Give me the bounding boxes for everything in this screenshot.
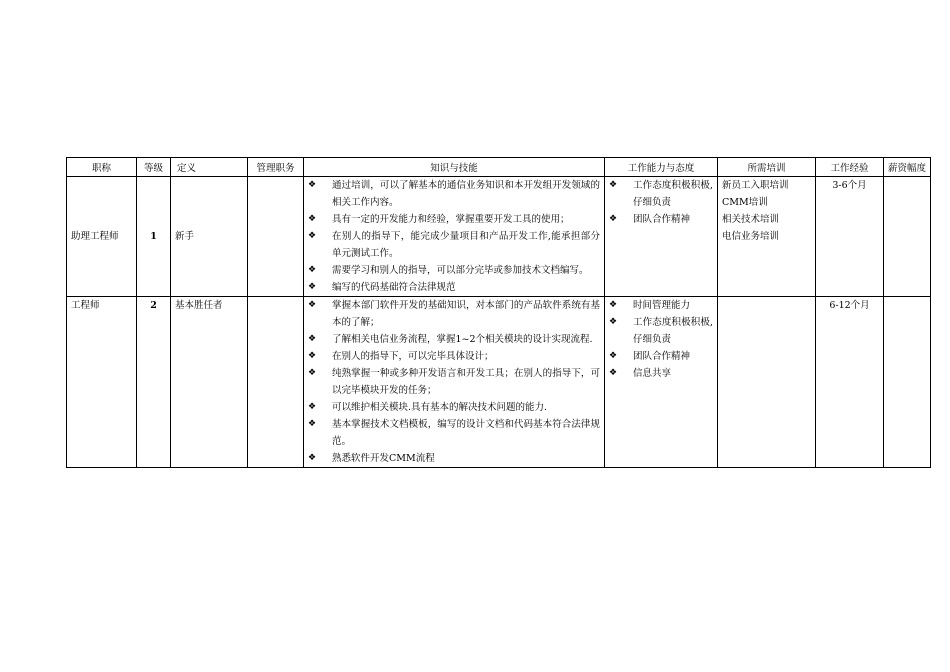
- training-item: 新员工入职培训: [722, 180, 789, 191]
- training-cell: [718, 297, 816, 468]
- col-header: 定义: [171, 158, 248, 177]
- list-item-text: 编写的代码基础符合法律规范: [332, 282, 456, 293]
- diamond-bullet-icon: ❖: [609, 351, 618, 361]
- list-item: [304, 279, 600, 296]
- level-cell: 1: [137, 177, 171, 297]
- list-item-text: 掌握本部门软件开发的基础知识，对本部门的产品软件系统有基本的了解；: [332, 300, 600, 328]
- list-item: [605, 314, 713, 348]
- experience-cell: 6-12个月: [816, 297, 884, 468]
- list-item-text: 纯熟掌握一种或多种开发语言和开发工具；在别人的指导下，可以完毕模块开发的任务；: [332, 368, 600, 396]
- list-item: [304, 416, 600, 450]
- ability-cell-list: [605, 177, 717, 228]
- ability-cell-list: [605, 297, 717, 382]
- list-item-text: 信息共享: [633, 368, 672, 379]
- diamond-bullet-icon: ❖: [308, 214, 317, 224]
- col-header: 知识与技能: [304, 158, 605, 177]
- salary-cell: [884, 177, 931, 297]
- list-item-text: 需要学习和别人的指导，可以部分完毕或参加技术文档编写。: [332, 265, 589, 276]
- list-item: [304, 450, 600, 467]
- list-item: [605, 348, 713, 365]
- list-item: [304, 348, 600, 365]
- list-item-text: 团队合作精神: [633, 214, 691, 225]
- list-item-text: 在别人的指导下，可以完毕具体设计；: [332, 351, 494, 362]
- job-title-cell: 工程师: [67, 297, 137, 468]
- list-item: [304, 262, 600, 279]
- col-header: 管理职务: [248, 158, 304, 177]
- table-row: [67, 297, 931, 468]
- experience-cell: 3-6个月: [816, 177, 884, 297]
- salary-cell: [884, 297, 931, 468]
- diamond-bullet-icon: ❖: [308, 231, 317, 241]
- diamond-bullet-icon: ❖: [308, 300, 317, 310]
- table-body: [67, 177, 931, 468]
- ability-cell: [605, 297, 718, 468]
- col-header: 工作经验: [816, 158, 884, 177]
- diamond-bullet-icon: ❖: [308, 180, 317, 190]
- list-item-text: 时间管理能力: [633, 300, 691, 311]
- training-item: 电信业务培训: [722, 231, 780, 242]
- table-row: [67, 177, 931, 297]
- training-item: CMM培训: [722, 197, 768, 208]
- job-level-table: [66, 157, 931, 468]
- col-header: 工作能力与态度: [605, 158, 718, 177]
- management-cell: [248, 177, 304, 297]
- definition-cell: 基本胜任者: [171, 297, 248, 468]
- knowledge-cell-list: [304, 177, 604, 296]
- knowledge-cell: [304, 297, 605, 468]
- list-item-text: 基本掌握技术文档模板，编写的设计文档和代码基本符合法律规范。: [332, 419, 600, 447]
- list-item: [304, 331, 600, 348]
- list-item: [605, 177, 713, 211]
- col-header: 所需培训: [718, 158, 816, 177]
- training-cell: [718, 177, 816, 297]
- knowledge-cell-list: [304, 297, 604, 467]
- diamond-bullet-icon: ❖: [609, 368, 618, 378]
- col-header: 职称: [67, 158, 137, 177]
- header-row: [67, 158, 931, 177]
- list-item: [304, 365, 600, 399]
- diamond-bullet-icon: ❖: [609, 180, 618, 190]
- diamond-bullet-icon: ❖: [308, 419, 317, 429]
- list-item-text: 可以维护相关模块.具有基本的解决技术问题的能力.: [332, 402, 548, 413]
- diamond-bullet-icon: ❖: [308, 453, 317, 463]
- list-item-text: 通过培训，可以了解基本的通信业务知识和本开发组开发领域的相关工作内容。: [332, 180, 600, 208]
- list-item: [304, 211, 600, 228]
- list-item-text: 具有一定的开发能力和经验，掌握重要开发工具的使用；: [332, 214, 570, 225]
- list-item-text: 团队合作精神: [633, 351, 691, 362]
- diamond-bullet-icon: ❖: [609, 317, 618, 327]
- list-item-text: 工作态度积极积极,仔细负责: [633, 317, 713, 345]
- level-cell: 2: [137, 297, 171, 468]
- diamond-bullet-icon: ❖: [308, 368, 317, 378]
- list-item-text: 在别人的指导下，能完成少量项目和产品开发工作,能承担部分单元测试工作。: [332, 231, 600, 259]
- list-item-text: 了解相关电信业务流程，掌握1~2个相关模块的设计实现流程.: [332, 334, 593, 345]
- diamond-bullet-icon: ❖: [308, 334, 317, 344]
- list-item: [304, 228, 600, 262]
- definition-cell: 新手: [171, 177, 248, 297]
- list-item: [304, 177, 600, 211]
- job-title-cell: 助理工程师: [67, 177, 137, 297]
- list-item: [304, 297, 600, 331]
- diamond-bullet-icon: ❖: [308, 265, 317, 275]
- list-item: [304, 399, 600, 416]
- list-item: [605, 365, 713, 382]
- col-header: 薪资幅度: [884, 158, 931, 177]
- diamond-bullet-icon: ❖: [609, 300, 618, 310]
- list-item-text: 工作态度积极积极,仔细负责: [633, 180, 713, 208]
- list-item: [605, 211, 713, 228]
- training-item: 相关技术培训: [722, 214, 780, 225]
- diamond-bullet-icon: ❖: [609, 214, 618, 224]
- knowledge-cell: [304, 177, 605, 297]
- col-header: 等级: [137, 158, 171, 177]
- diamond-bullet-icon: ❖: [308, 402, 317, 412]
- diamond-bullet-icon: ❖: [308, 282, 317, 292]
- list-item: [605, 297, 713, 314]
- management-cell: [248, 297, 304, 468]
- diamond-bullet-icon: ❖: [308, 351, 317, 361]
- list-item-text: 熟悉软件开发CMM流程: [332, 453, 435, 464]
- ability-cell: [605, 177, 718, 297]
